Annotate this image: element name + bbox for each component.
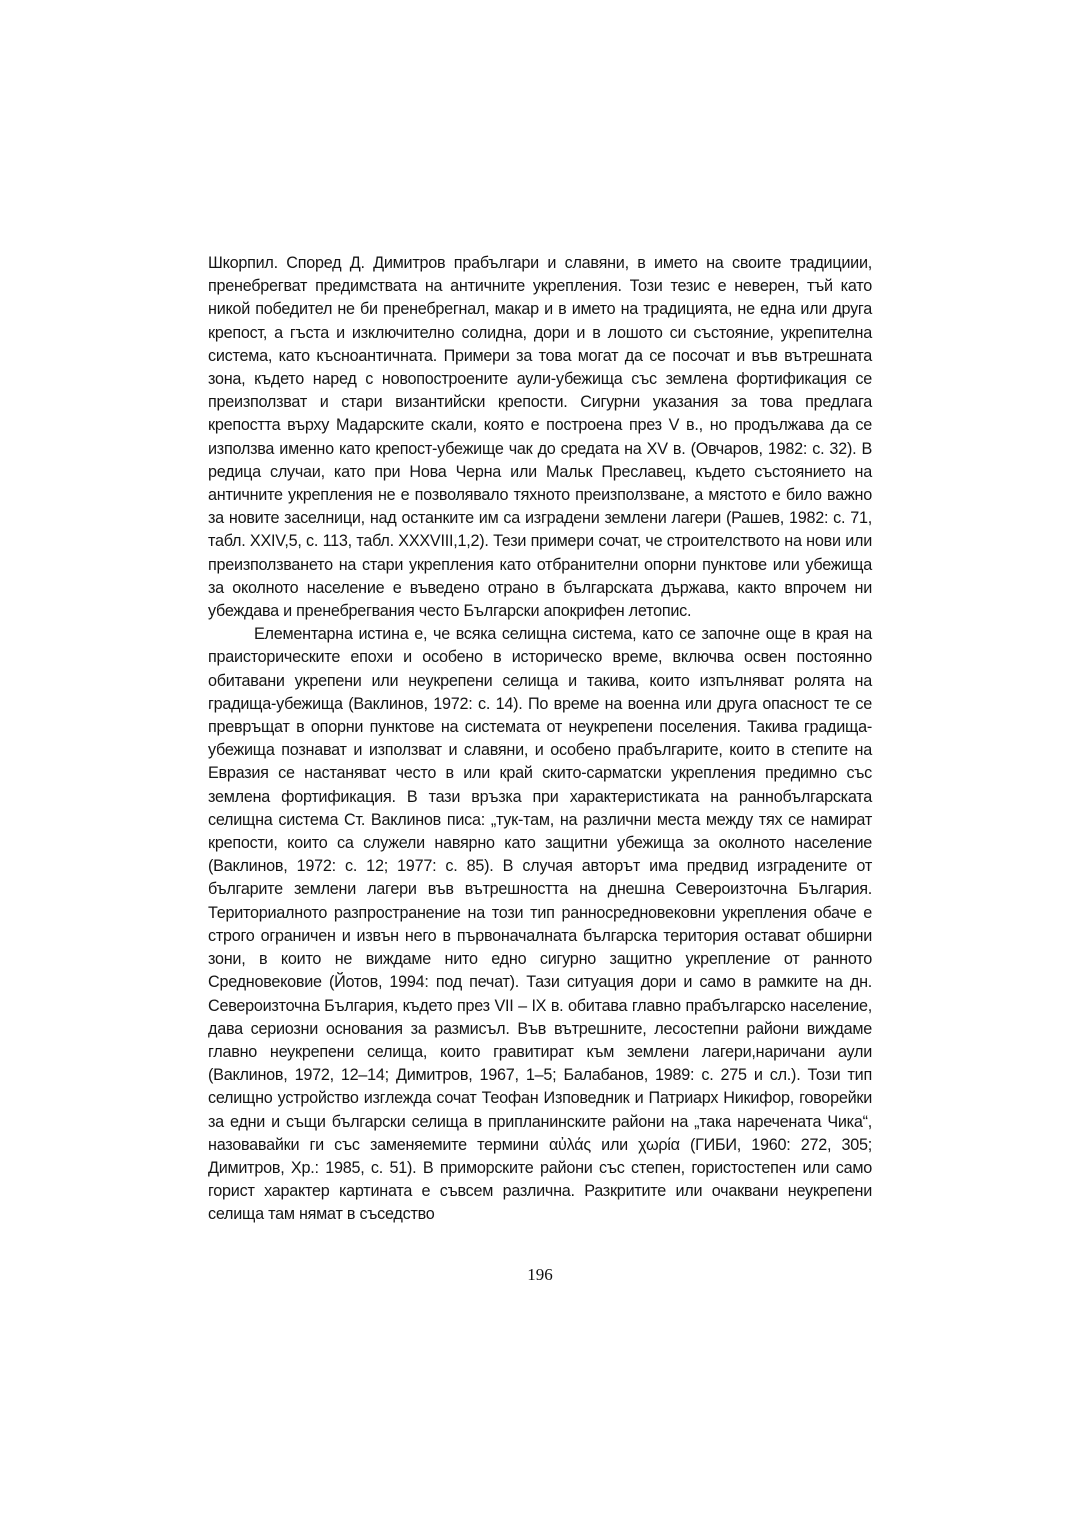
paragraph-1: Шкорпил. Според Д. Димитров прабългари и славяни, в името на своите традициии, пренебрегват предимствата на античните укрепления. Този тезис е неверен, тъй като никой победител не би пренебрегнал, макар и в името на традицията, не една или друга крепост, а гъста и изключително солидна, дори и в лошото си състояние, укрепителна система, като късноантичната. Примери за това могат да се посочат и във вътрешната зона, където наред с новопостроените аули-убежища със землена фортификация се преизползват и стари византийски крепости. Сигурни указания за това предлага крепостта върху Мадарските скали, която е построена през V в., но продължава да се използва именно като крепост-убежище чак до средата на XV в. (Овчаров, 1982: с. 32). В редица случаи, като при Нова Черна или Мальк Преславец, където състоянието на античните укрепления не е позволявало тяхното преизползване, а мястото е било важно за новите заселници, над останките им са изградени землени лагери (Рашев, 1982: с. 71, табл. XXIV,5, с. 113, табл. XXXVIII,1,2). Тези примери сочат, че строителството на нови или преизползването на стари укрепления като отбранителни опорни пунктове или убежища за околното население е въведено отрано в българската държава, както впрочем ни убеждава и пренебрегвания често Български апокрифен летопис. bbox=[208, 254, 872, 621]
body-text bbox=[208, 252, 872, 1227]
page-number: 196 bbox=[527, 1265, 553, 1284]
paragraph-2: Елементарна истина е, че всяка селищна система, като се започне още в края на праисторическите епохи и особено в историческо време, включва освен постоянно обитавани укрепени или неукрепени селища и такива, които изпълняват ролята на градища-убежища (Ваклинов, 1972: с. 14). По време на военна или друга опасност те се превръщат в опорни пунктове на системата от неукрепени поселения. Такива градища-убежища познават и използват и славяни, и особено прабългарите, които в степите на Евразия се настаняват често в или край скито-сарматски укрепления предимно със землена фортификация. В тази връзка при характеристиката на раннобългарската селищна система Ст. Ваклинов писа: „тук-там, на различни места между тях се намират крепости, които са служели навярно като защитни убежища за околното население (Ваклинов, 1972: с. 12; 1977: с. 85). В случая авторът има предвид изградените от българите землени лагери във вътрешността на днешна Североизточна България. Териториалното разпространение на този тип ранносредновековни укрепления обаче е строго ограничен и извън него в първоначалната българска територия остават обширни зони, в които не виждаме нито едно сигурно защитно укрепление от ранното Средновековие (Йотов, 1994: под печат). Тази ситуация дори и само в рамките на дн. Североизточна България, където през VII – IX в. обитава главно прабългарско население, дава сериозни основания за размисъл. Във вътрешните, лесостепни райони виждаме главно неукрепени селища, които гравитират към землени лагери,наричани аули (Ваклинов, 1972, 12–14; Димитров, 1967, 1–5; Балабанов, 1989: с. 275 и сл.). Този тип селищно устройство изглежда сочат Теофан Изповедник и Патриарх Никифор, говорейки за едни и същи български селища в припланинските райони на „така наречената Чика“, назовавайки ги със заменяемите термини αὐλάς или χωρία (ГИБИ, 1960: 272, 305; Димитров, Хр.: 1985, с. 51). В приморските райони със степен, гористостепен или само горист характер картината е съвсем различна. Разкритите или очаквани неукрепени селища там нямат в съседство bbox=[208, 625, 872, 1224]
